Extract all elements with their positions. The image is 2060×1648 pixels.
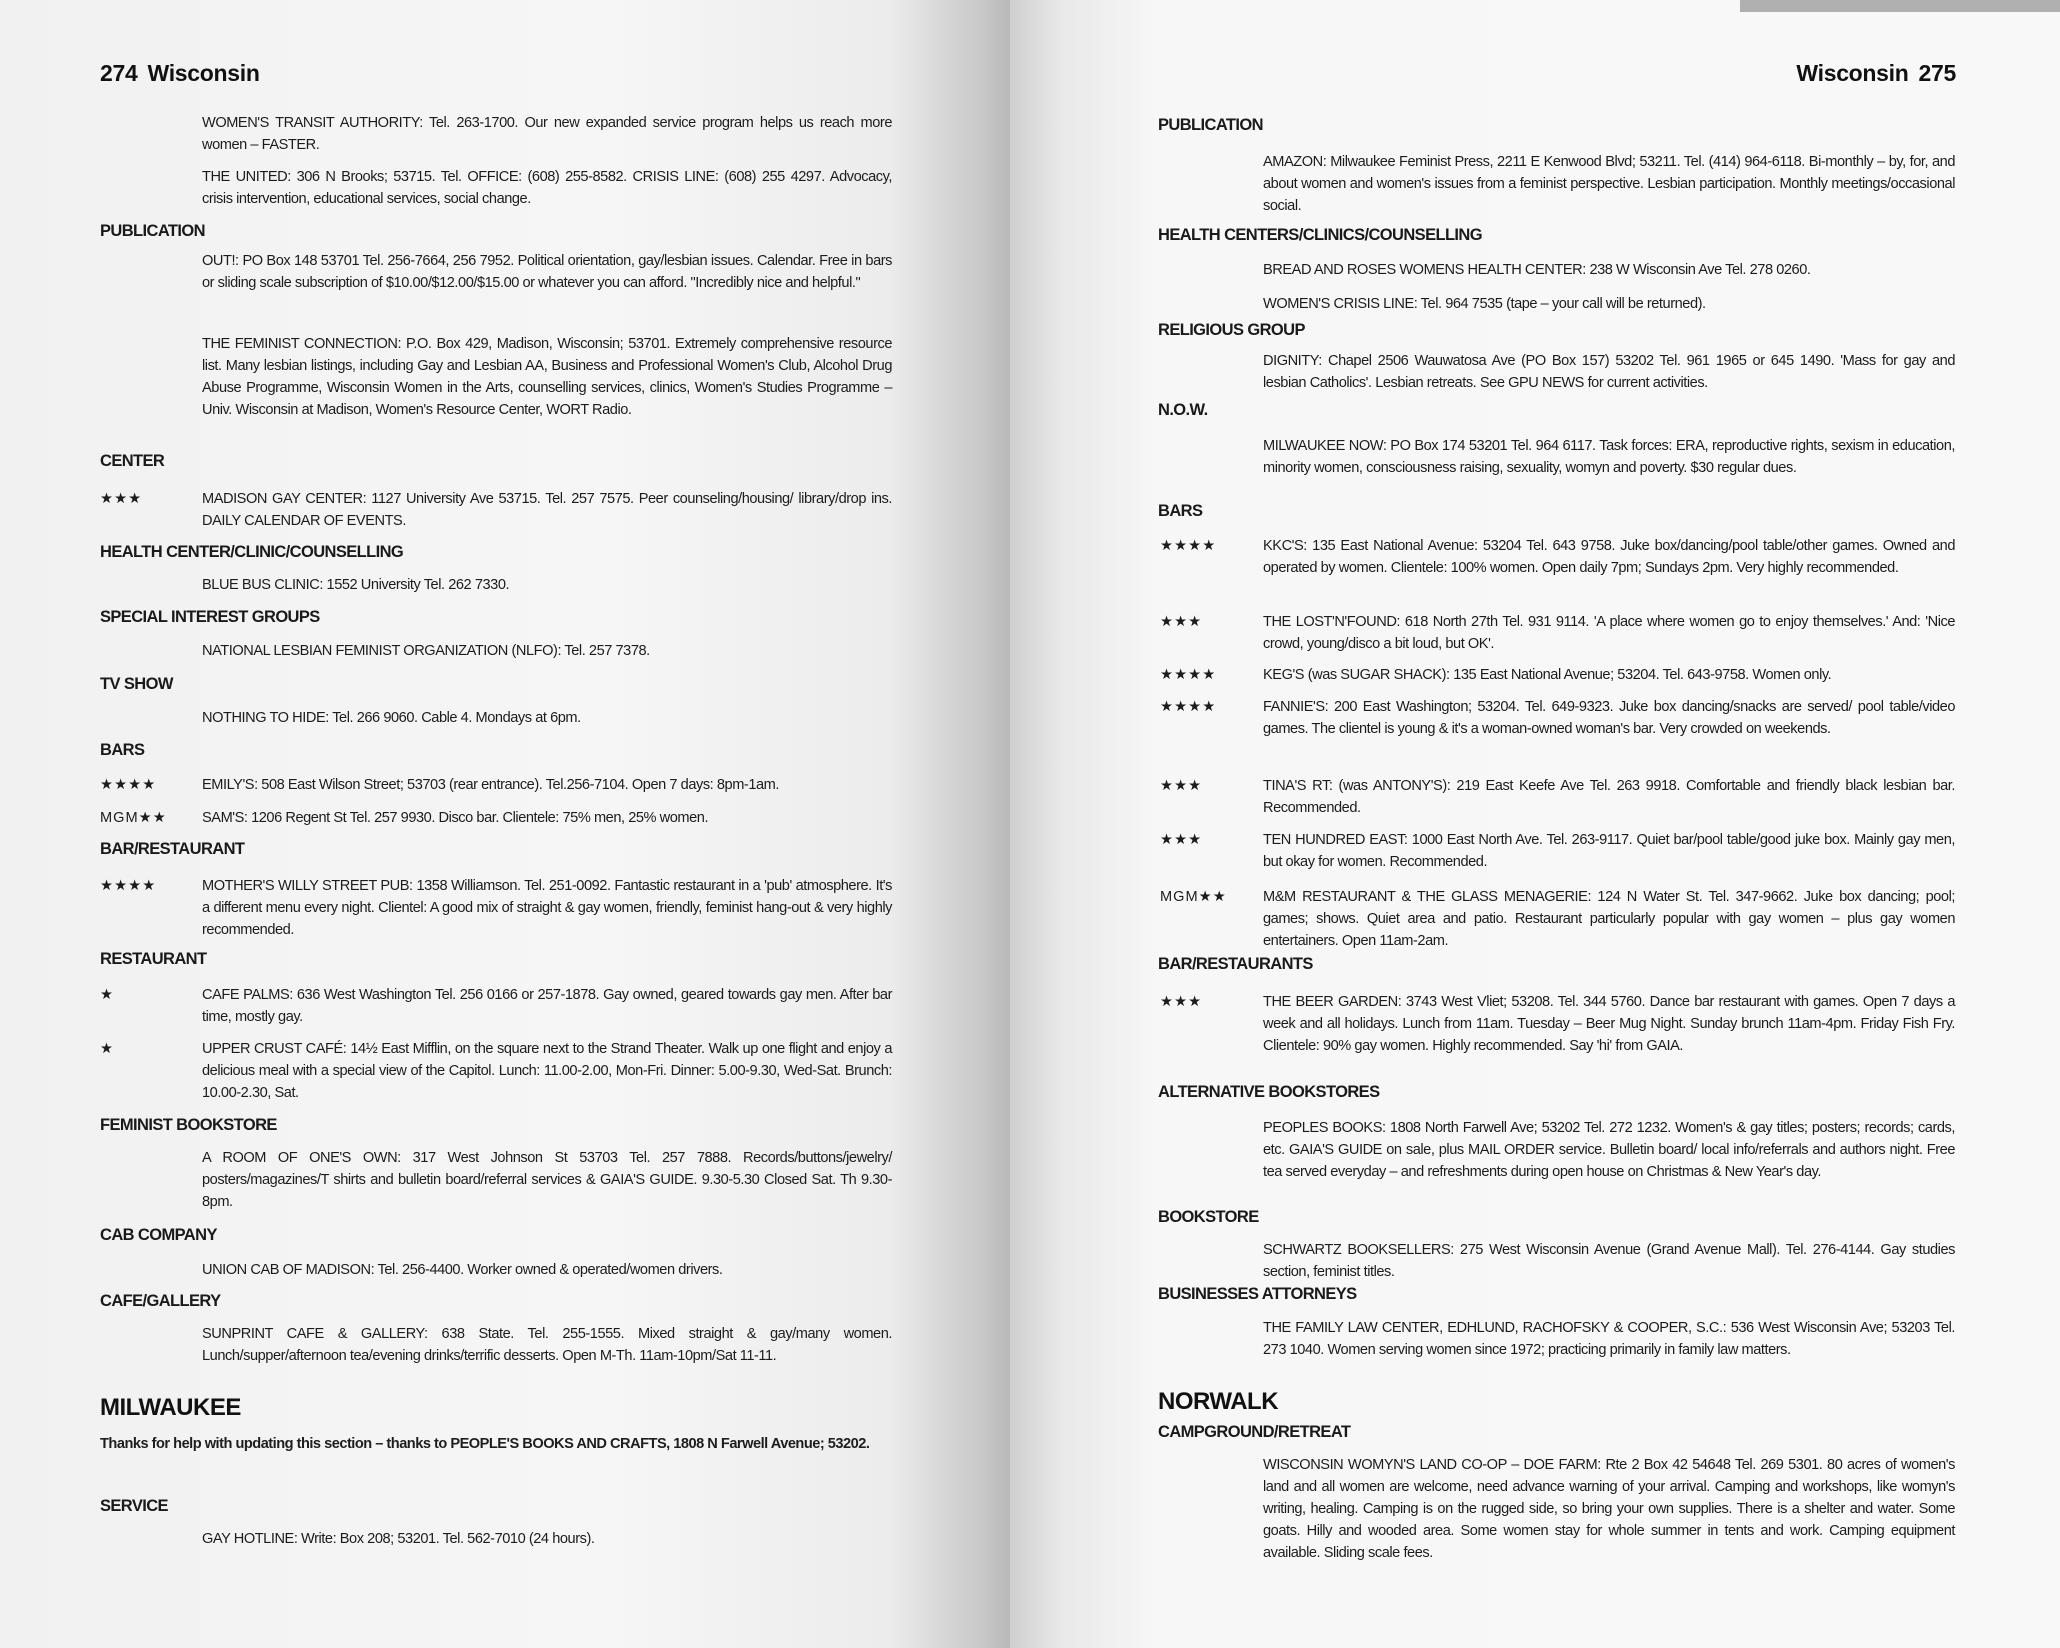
rating-stars: ★★★: [1160, 614, 1203, 630]
listing-entry: AMAZON: Milwaukee Feminist Press, 2211 E Kenwood Blvd; 53211. Tel. (414) 964-6118. Bi-monthly – by, for, and about women and women's issues from a feminist perspective. Lesbian participation. Monthly meetings/occasional social.: [1263, 154, 1955, 214]
section-heading: CAMPGROUND/RETREAT: [1158, 1423, 1351, 1441]
listing-entry: MADISON GAY CENTER: 1127 University Ave 53715. Tel. 257 7575. Peer counseling/housing/ library/drop ins. DAILY CALENDAR OF EVENTS.: [202, 491, 892, 529]
section-heading: CENTER: [100, 452, 165, 470]
listing-entry: EMILY'S: 508 East Wilson Street; 53703 (rear entrance). Tel.256-7104. Open 7 days: 8pm-1am.: [202, 777, 779, 793]
listing-entry: THE LOST'N'FOUND: 618 North 27th Tel. 931 9114. 'A place where women go to enjoy themselves.' And: 'Nice crowd, young/disco a bit loud, but OK'.: [1263, 614, 1955, 652]
rating-stars: ★: [100, 987, 115, 1003]
rating-stars: ★★★★: [100, 878, 157, 894]
listing-entry: WISCONSIN WOMYN'S LAND CO-OP – DOE FARM: Rte 2 Box 42 54648 Tel. 269 5301. 80 acres of women's land and all women are welcome, need advance warning of your arrival. Camping and workshops, like womyn's writing, healing. Camping is on the rugged side, so bring your own supplies. There is a shelter and water. Some goats. Hilly and wooded area. Some women stay for whole summer in tents and work. Camping equipment available. Sliding scale fees.: [1263, 1457, 1955, 1561]
scan-edge-band: [1740, 0, 2060, 12]
listing-entry: KKC'S: 135 East National Avenue: 53204 Tel. 643 9758. Juke box/dancing/pool table/other games. Owned and operated by women. Clientele: 100% women. Open daily 7pm; Sundays 2pm. Very highly recommended.: [1263, 538, 1955, 576]
section-heading: RELIGIOUS GROUP: [1158, 321, 1305, 339]
listing-entry: THE BEER GARDEN: 3743 West Vliet; 53208. Tel. 344 5760. Dance bar restaurant with games. Open 7 days a week and all holidays. Lunch from 11am. Tuesday – Beer Mug Night. Sunday brunch 11am-4pm. Friday Fish Fry. Clientele: 90% gay women. Highly recommended. Say 'hi' from GAIA.: [1263, 994, 1955, 1054]
listing-entry: WOMEN'S TRANSIT AUTHORITY: Tel. 263-1700. Our new expanded service program helps us reach more women – FASTER.: [202, 115, 892, 153]
rating-stars: MGM★★: [1160, 889, 1227, 905]
listing-entry: MILWAUKEE NOW: PO Box 174 53201 Tel. 964 6117. Task forces: ERA, reproductive rights, sexism in education, minority women, consciousness raising, sexuality, womyn and poverty. $30 regular dues.: [1263, 438, 1955, 476]
section-heading: CAFE/GALLERY: [100, 1292, 221, 1310]
listing-entry: UNION CAB OF MADISON: Tel. 256-4400. Worker owned & operated/women drivers.: [202, 1262, 723, 1278]
section-heading: CAB COMPANY: [100, 1226, 217, 1244]
rating-stars: ★★★: [1160, 778, 1203, 794]
rating-stars: ★★★★: [1160, 699, 1217, 715]
section-heading: HEALTH CENTER/CLINIC/COUNSELLING: [100, 543, 404, 561]
section-heading: BUSINESSES ATTORNEYS: [1158, 1285, 1357, 1303]
section-heading: HEALTH CENTERS/CLINICS/COUNSELLING: [1158, 226, 1482, 244]
listing-entry: PEOPLES BOOKS: 1808 North Farwell Ave; 53202 Tel. 272 1232. Women's & gay titles; posters; records; cards, etc. GAIA'S GUIDE on sale, plus MAIL ORDER service. Bulletin board/ local info/referrals and authors night. Free tea served everyday – and refreshments during open house on Christmas & New Year's day.: [1263, 1120, 1955, 1180]
section-heading: ALTERNATIVE BOOKSTORES: [1158, 1083, 1380, 1101]
listing-entry: NOTHING TO HIDE: Tel. 266 9060. Cable 4. Mondays at 6pm.: [202, 710, 581, 726]
listing-entry: GAY HOTLINE: Write: Box 208; 53201. Tel. 562-7010 (24 hours).: [202, 1531, 595, 1547]
city-heading: MILWAUKEE: [100, 1394, 241, 1421]
page-number: 275: [1918, 60, 1956, 86]
section-heading: BAR/RESTAURANT: [100, 840, 245, 858]
listing-entry: UPPER CRUST CAFÉ: 14½ East Mifflin, on the square next to the Strand Theater. Walk up one flight and enjoy a delicious meal with a special view of the Capitol. Lunch: 11.00-2.00, Mon-Fri. Dinner: 5.00-9.30, Wed-Sat. Brunch: 10.00-2.30, Sat.: [202, 1041, 892, 1101]
listing-entry: KEG'S (was SUGAR SHACK): 135 East National Avenue; 53204. Tel. 643-9758. Women only.: [1263, 667, 1832, 683]
listing-entry: DIGNITY: Chapel 2506 Wauwatosa Ave (PO Box 157) 53202 Tel. 961 1965 or 645 1490. 'Mass for gay and lesbian Catholics'. Lesbian retreats. See GPU NEWS for current activities.: [1263, 353, 1955, 391]
listing-entry: TINA'S RT: (was ANTONY'S): 219 East Keefe Ave Tel. 263 9918. Comfortable and friendly black lesbian bar. Recommended.: [1263, 778, 1955, 816]
section-heading: PUBLICATION: [100, 222, 205, 240]
section-heading: BARS: [100, 741, 145, 759]
rating-stars: ★★★★: [1160, 538, 1217, 554]
listing-entry: MOTHER'S WILLY STREET PUB: 1358 Williamson. Tel. 251-0092. Fantastic restaurant in a 'pub' atmosphere. It's a different menu every night. Clientel: A good mix of straight & gay women, friendly, feminist hang-out & very highly recommended.: [202, 878, 892, 938]
city-heading: NORWALK: [1158, 1388, 1279, 1415]
listing-entry: NATIONAL LESBIAN FEMINIST ORGANIZATION (NLFO): Tel. 257 7378.: [202, 643, 650, 659]
section-heading: RESTAURANT: [100, 950, 207, 968]
section-heading: BARS: [1158, 502, 1203, 520]
acknowledgement-note: Thanks for help with updating this section – thanks to PEOPLE'S BOOKS AND CRAFTS, 1808 N Farwell Avenue; 53202.: [100, 1436, 870, 1452]
listing-entry: SAM'S: 1206 Regent St Tel. 257 9930. Disco bar. Clientele: 75% men, 25% women.: [202, 810, 709, 826]
section-heading: BOOKSTORE: [1158, 1208, 1259, 1226]
section-heading: SERVICE: [100, 1497, 168, 1515]
rating-stars: ★★★: [100, 491, 143, 507]
rating-stars: ★: [100, 1041, 115, 1057]
listing-entry: THE FEMINIST CONNECTION: P.O. Box 429, Madison, Wisconsin; 53701. Extremely comprehensive resource list. Many lesbian listings, including Gay and Lesbian AA, Business and Professional Women's Club, Alcohol Drug Abuse Programme, Wisconsin Women in the Arts, counselling services, clinics, Women's Studies Programme – Univ. Wisconsin at Madison, Women's Resource Center, WORT Radio.: [202, 336, 892, 418]
listing-entry: A ROOM OF ONE'S OWN: 317 West Johnson St 53703 Tel. 257 7888. Records/buttons/jewelry/ posters/magazines/T shirts and bulletin board/referral services & GAIA'S GUIDE. 9.30-5.30 Closed Sat. Th 9.30-8pm.: [202, 1150, 892, 1210]
section-heading: BAR/RESTAURANTS: [1158, 955, 1313, 973]
listing-entry: SUNPRINT CAFE & GALLERY: 638 State. Tel. 255-1555. Mixed straight & gay/many women. Lunch/supper/afternoon tea/evening drinks/terrific desserts. Open M-Th. 11am-10pm/Sat 11-11.: [202, 1326, 892, 1364]
section-heading: PUBLICATION: [1158, 116, 1263, 134]
listing-entry: WOMEN'S CRISIS LINE: Tel. 964 7535 (tape – your call will be returned).: [1263, 296, 1706, 312]
page-title: Wisconsin: [147, 60, 260, 86]
right-running-head: [1796, 60, 1956, 87]
rating-stars: ★★★: [1160, 832, 1203, 848]
page-title: Wisconsin: [1796, 60, 1909, 86]
listing-entry: SCHWARTZ BOOKSELLERS: 275 West Wisconsin Avenue (Grand Avenue Mall). Tel. 276-4144. Gay studies section, feminist titles.: [1263, 1242, 1955, 1280]
left-running-head: [100, 60, 260, 87]
section-heading: FEMINIST BOOKSTORE: [100, 1116, 277, 1134]
listing-entry: THE FAMILY LAW CENTER, EDHLUND, RACHOFSKY & COOPER, S.C.: 536 West Wisconsin Ave; 53203 Tel. 273 1040. Women serving women since 1972; practicing primarily in family law matters.: [1263, 1320, 1955, 1358]
listing-entry: CAFE PALMS: 636 West Washington Tel. 256 0166 or 257-1878. Gay owned, geared towards gay men. After bar time, mostly gay.: [202, 987, 892, 1025]
listing-entry: BLUE BUS CLINIC: 1552 University Tel. 262 7330.: [202, 577, 510, 593]
rating-stars: ★★★★: [1160, 667, 1217, 683]
listing-entry: TEN HUNDRED EAST: 1000 East North Ave. Tel. 263-9117. Quiet bar/pool table/good juke box. Mainly gay men, but okay for women. Recommended.: [1263, 832, 1955, 870]
rating-stars: ★★★★: [100, 777, 157, 793]
rating-stars: MGM★★: [100, 810, 167, 826]
section-heading: N.O.W.: [1158, 401, 1208, 419]
page-number: 274: [100, 60, 138, 86]
listing-entry: M&M RESTAURANT & THE GLASS MENAGERIE: 124 N Water St. Tel. 347-9662. Juke box dancing; pool; games; shows. Quiet area and patio. Restaurant particularly popular with gay women – plus gay women entertainers. Open 11am-2am.: [1263, 889, 1955, 949]
listing-entry: OUT!: PO Box 148 53701 Tel. 256-7664, 256 7952. Political orientation, gay/lesbian issues. Calendar. Free in bars or sliding scale subscription of $10.00/$12.00/$15.00 or whatever you can afford. "Incredibly nice and helpful.": [202, 253, 892, 291]
listing-entry: FANNIE'S: 200 East Washington; 53204. Tel. 649-9323. Juke box dancing/snacks are served/ pool table/video games. The clientel is young & it's a woman-owned woman's bar. Very crowded on weekends.: [1263, 699, 1955, 737]
listing-entry: BREAD AND ROSES WOMENS HEALTH CENTER: 238 W Wisconsin Ave Tel. 278 0260.: [1263, 262, 1811, 278]
section-heading: SPECIAL INTEREST GROUPS: [100, 608, 320, 626]
listing-entry: THE UNITED: 306 N Brooks; 53715. Tel. OFFICE: (608) 255-8582. CRISIS LINE: (608) 255 4297. Advocacy, crisis intervention, educational services, social change.: [202, 169, 892, 207]
section-heading: TV SHOW: [100, 675, 173, 693]
rating-stars: ★★★: [1160, 994, 1203, 1010]
